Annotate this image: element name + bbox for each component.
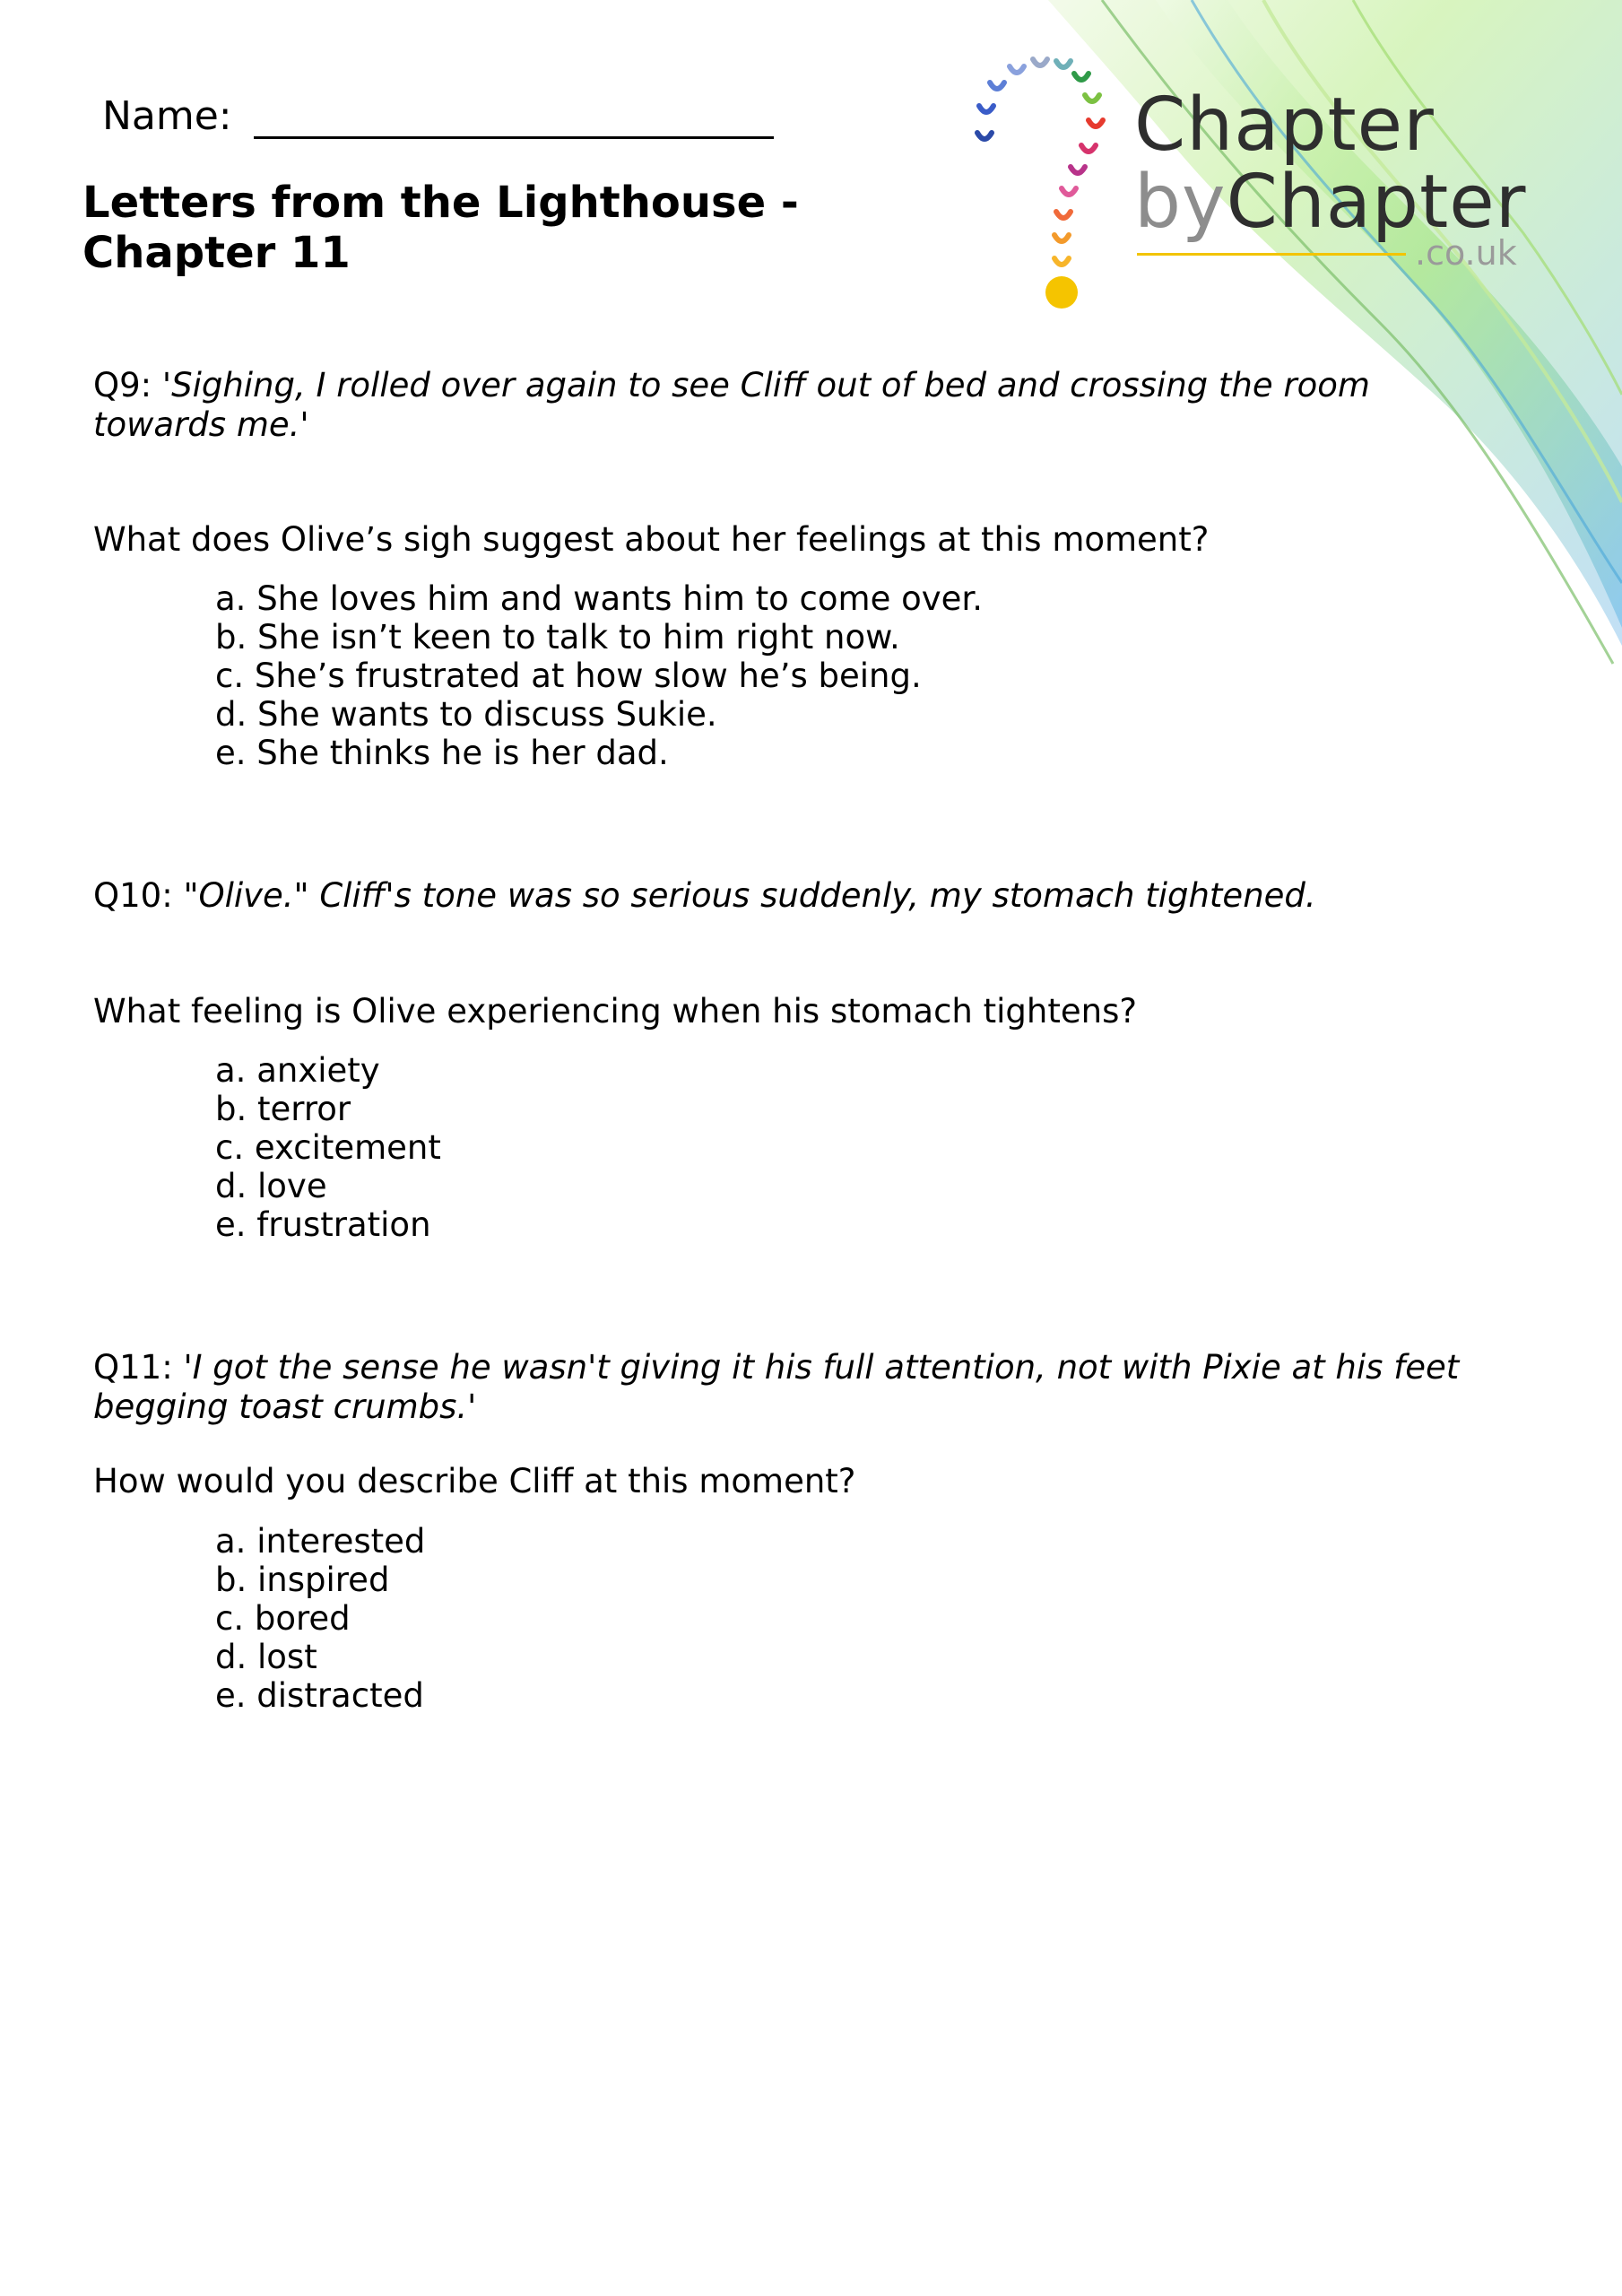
question-number: Q9: bbox=[93, 366, 152, 404]
options-list-q11 bbox=[215, 1522, 425, 1715]
option-a[interactable]: a. She loves him and wants him to come over. bbox=[215, 579, 983, 618]
option-a[interactable]: a. anxiety bbox=[215, 1051, 380, 1090]
option-c[interactable]: c. bored bbox=[215, 1599, 351, 1638]
logo-book-arc-icon bbox=[959, 52, 1130, 312]
title-line-1: Letters from the Lighthouse - bbox=[82, 178, 799, 228]
page-title bbox=[82, 178, 818, 278]
question-q9 bbox=[93, 366, 1510, 445]
options-list-q10 bbox=[215, 1051, 441, 1244]
option-a[interactable]: a. interested bbox=[215, 1522, 426, 1561]
question-prompt-q9: What does Olive’s sigh suggest about her feelings at this moment? bbox=[93, 520, 1210, 559]
option-c[interactable]: c. She’s frustrated at how slow he’s being. bbox=[215, 657, 922, 695]
title-line-2: Chapter 11 bbox=[82, 228, 351, 278]
question-quote: 'Sighing, I rolled over again to see Cliff out of bed and crossing the room towards me.' bbox=[93, 366, 1370, 444]
option-d[interactable]: d. lost bbox=[215, 1638, 317, 1676]
question-q11 bbox=[93, 1348, 1510, 1427]
name-field[interactable] bbox=[102, 91, 774, 139]
question-quote: 'I got the sense he wasn't giving it his full attention, not with Pixie at his feet begging toast crumbs.' bbox=[93, 1348, 1460, 1426]
logo-word-bychapter bbox=[1134, 160, 1526, 245]
logo-word-by: by bbox=[1134, 160, 1227, 245]
logo-word-chapter-2: Chapter bbox=[1226, 160, 1527, 245]
option-d[interactable]: d. She wants to discuss Sukie. bbox=[215, 695, 717, 734]
option-e[interactable]: e. She thinks he is her dad. bbox=[215, 734, 669, 772]
logo-domain: .co.uk bbox=[1415, 233, 1517, 273]
option-b[interactable]: b. inspired bbox=[215, 1561, 390, 1599]
option-d[interactable]: d. love bbox=[215, 1167, 327, 1205]
question-number: Q11: bbox=[93, 1348, 173, 1387]
question-number: Q10: bbox=[93, 876, 173, 915]
options-list-q9 bbox=[215, 579, 983, 772]
question-quote: "Olive." Cliff's tone was so serious suddenly, my stomach tightened. bbox=[183, 876, 1316, 915]
option-b[interactable]: b. terror bbox=[215, 1090, 351, 1128]
option-b[interactable]: b. She isn’t keen to talk to him right now. bbox=[215, 618, 900, 657]
option-c[interactable]: c. excitement bbox=[215, 1128, 441, 1167]
name-label: Name: bbox=[102, 93, 232, 139]
option-e[interactable]: e. frustration bbox=[215, 1205, 431, 1244]
question-prompt-q10: What feeling is Olive experiencing when his stomach tightens? bbox=[93, 992, 1138, 1031]
option-e[interactable]: e. distracted bbox=[215, 1676, 424, 1715]
logo-word-chapter: Chapter bbox=[1134, 83, 1435, 168]
logo-underline bbox=[1137, 253, 1406, 256]
name-blank-line[interactable] bbox=[254, 91, 774, 139]
question-q10 bbox=[93, 876, 1510, 916]
question-prompt-q11: How would you describe Cliff at this moment? bbox=[93, 1462, 856, 1500]
